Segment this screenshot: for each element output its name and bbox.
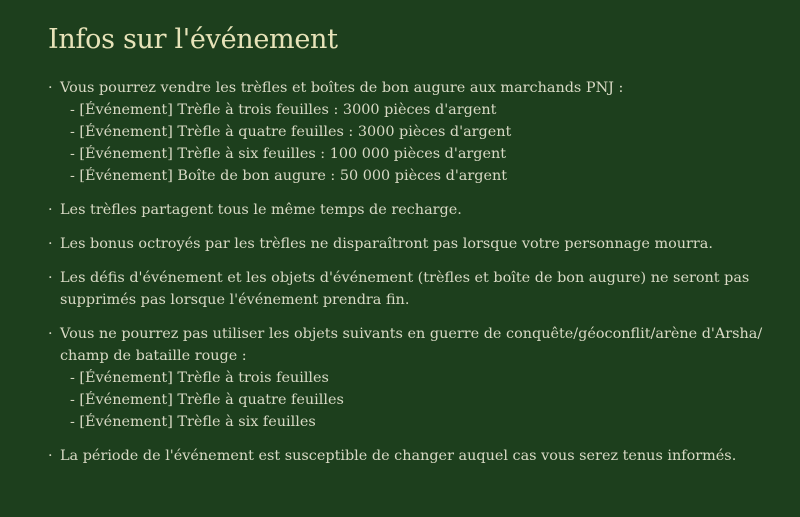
list-item xyxy=(48,199,778,221)
list-item xyxy=(48,445,778,467)
sub-item: - [Événement] Trèfle à trois feuilles xyxy=(70,370,329,386)
list-item xyxy=(48,323,778,433)
bullet-icon: · xyxy=(48,202,53,218)
bullet-icon: · xyxy=(48,236,53,252)
list-item-text: Les trèfles partagent tous le même temps de recharge. xyxy=(60,202,462,218)
page-title: Infos sur l'événement xyxy=(48,24,338,55)
info-list xyxy=(48,77,778,479)
list-item xyxy=(48,233,778,255)
sub-item: - [Événement] Trèfle à quatre feuilles : 3000 pièces d'argent xyxy=(70,124,512,140)
list-item-text: Les défis d'événement et les objets d'événement (trèfles et boîte de bon augure) ne seront pas supprimés pas lorsque l'événement prendra fin. xyxy=(60,270,750,308)
list-item-text: Vous pourrez vendre les trèfles et boîtes de bon augure aux marchands PNJ : xyxy=(60,80,624,96)
sub-item: - [Événement] Boîte de bon augure : 50 000 pièces d'argent xyxy=(70,168,508,184)
bullet-icon: · xyxy=(48,326,53,342)
sub-item: - [Événement] Trèfle à trois feuilles : 3000 pièces d'argent xyxy=(70,102,497,118)
bullet-icon: · xyxy=(48,270,53,286)
list-item xyxy=(48,267,778,311)
sub-item: - [Événement] Trèfle à quatre feuilles xyxy=(70,392,344,408)
list-item xyxy=(48,77,778,187)
bullet-icon: · xyxy=(48,448,53,464)
list-item-text: La période de l'événement est susceptible de changer auquel cas vous serez tenus informés. xyxy=(60,448,737,464)
bullet-icon: · xyxy=(48,80,53,96)
sub-item: - [Événement] Trèfle à six feuilles : 100 000 pièces d'argent xyxy=(70,146,507,162)
list-item-text: Les bonus octroyés par les trèfles ne disparaîtront pas lorsque votre personnage mourra. xyxy=(60,236,713,252)
sub-item: - [Événement] Trèfle à six feuilles xyxy=(70,414,316,430)
list-item-text: Vous ne pourrez pas utiliser les objets suivants en guerre de conquête/géoconflit/arène d'Arsha/ champ de bataille rouge : xyxy=(60,326,763,364)
